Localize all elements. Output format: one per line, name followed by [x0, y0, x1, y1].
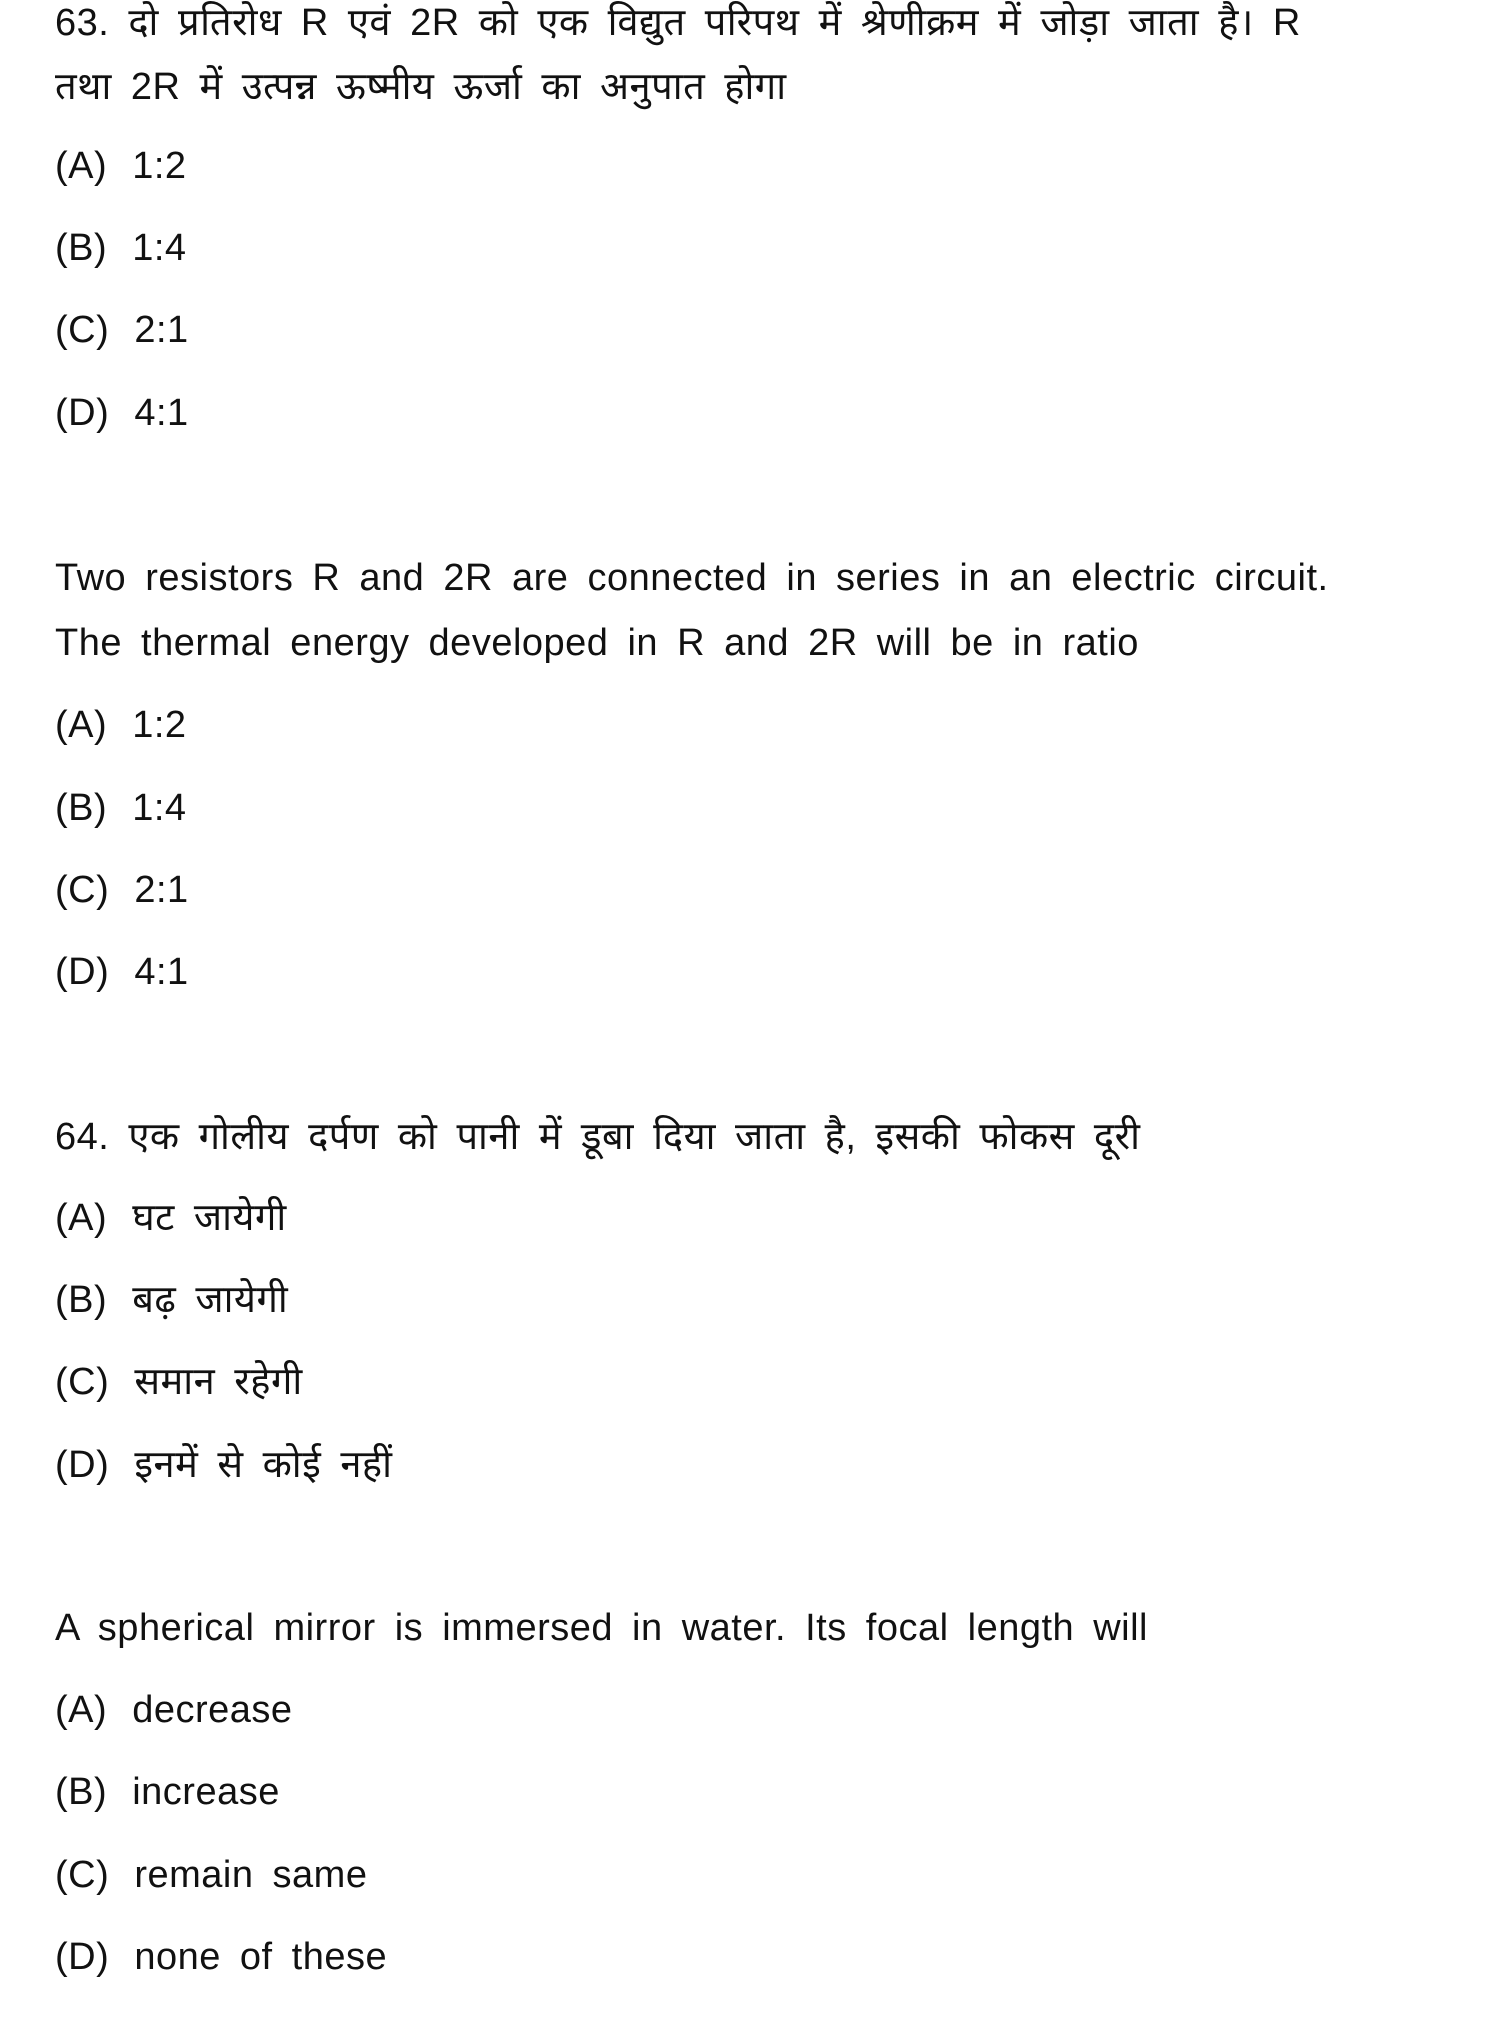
option-text: समान रहेगी	[134, 1361, 303, 1403]
option-a	[55, 1195, 287, 1241]
option-d	[55, 1442, 392, 1488]
option-label: (C)	[55, 869, 110, 911]
option-a	[55, 1687, 293, 1733]
option-text: 1:4	[132, 787, 187, 829]
option-c	[55, 867, 189, 913]
option-label: (A)	[55, 1197, 108, 1239]
option-label: (A)	[55, 704, 108, 746]
option-label: (D)	[55, 1936, 110, 1978]
option-text: increase	[132, 1771, 280, 1813]
option-d	[55, 390, 189, 436]
option-c	[55, 1359, 303, 1405]
option-label: (B)	[55, 1771, 108, 1813]
option-text: 1:2	[132, 145, 187, 187]
question-63-hindi-line-2: तथा 2R में उत्पन्न ऊष्मीय ऊर्जा का अनुपात होगा	[55, 66, 787, 108]
option-text: बढ़ जायेगी	[132, 1279, 289, 1321]
option-label: (B)	[55, 787, 108, 829]
option-label: (D)	[55, 392, 110, 434]
option-b	[55, 1277, 288, 1323]
option-label: (A)	[55, 1689, 108, 1731]
option-b	[55, 1769, 280, 1815]
option-a	[55, 143, 187, 189]
option-text: 2:1	[134, 869, 189, 911]
option-label: (C)	[55, 1854, 110, 1896]
question-63-english-line-1: Two resistors R and 2R are connected in series in an electric circuit.	[55, 557, 1329, 599]
option-text: 2:1	[134, 309, 189, 351]
option-label: (B)	[55, 227, 108, 269]
option-label: (D)	[55, 1444, 110, 1486]
option-b	[55, 785, 187, 831]
option-d	[55, 1934, 387, 1980]
option-text: 4:1	[134, 951, 189, 993]
option-label: (D)	[55, 951, 110, 993]
option-text: इनमें से कोई नहीं	[134, 1444, 393, 1486]
option-c	[55, 307, 189, 353]
option-label: (C)	[55, 309, 110, 351]
option-label: (C)	[55, 1361, 110, 1403]
option-text: none of these	[134, 1936, 388, 1978]
option-text: remain same	[134, 1854, 368, 1896]
question-63-english-line-2: The thermal energy developed in R and 2R will be in ratio	[55, 622, 1139, 664]
option-a	[55, 702, 187, 748]
question-64-hindi-line-1: 64. एक गोलीय दर्पण को पानी में डूबा दिया जाता है, इसकी फोकस दूरी	[55, 1116, 1141, 1158]
option-c	[55, 1852, 367, 1898]
option-text: घट जायेगी	[132, 1197, 287, 1239]
option-label: (B)	[55, 1279, 108, 1321]
option-label: (A)	[55, 145, 108, 187]
option-text: decrease	[132, 1689, 293, 1731]
question-64-english-line-1: A spherical mirror is immersed in water. Its focal length will	[55, 1607, 1148, 1649]
option-text: 1:2	[132, 704, 187, 746]
option-b	[55, 225, 187, 271]
option-text: 4:1	[134, 392, 189, 434]
option-text: 1:4	[132, 227, 187, 269]
question-63-hindi-line-1: 63. दो प्रतिरोध R एवं 2R को एक विद्युत परिपथ में श्रेणीक्रम में जोड़ा जाता है। R	[55, 2, 1301, 44]
option-d	[55, 949, 189, 995]
